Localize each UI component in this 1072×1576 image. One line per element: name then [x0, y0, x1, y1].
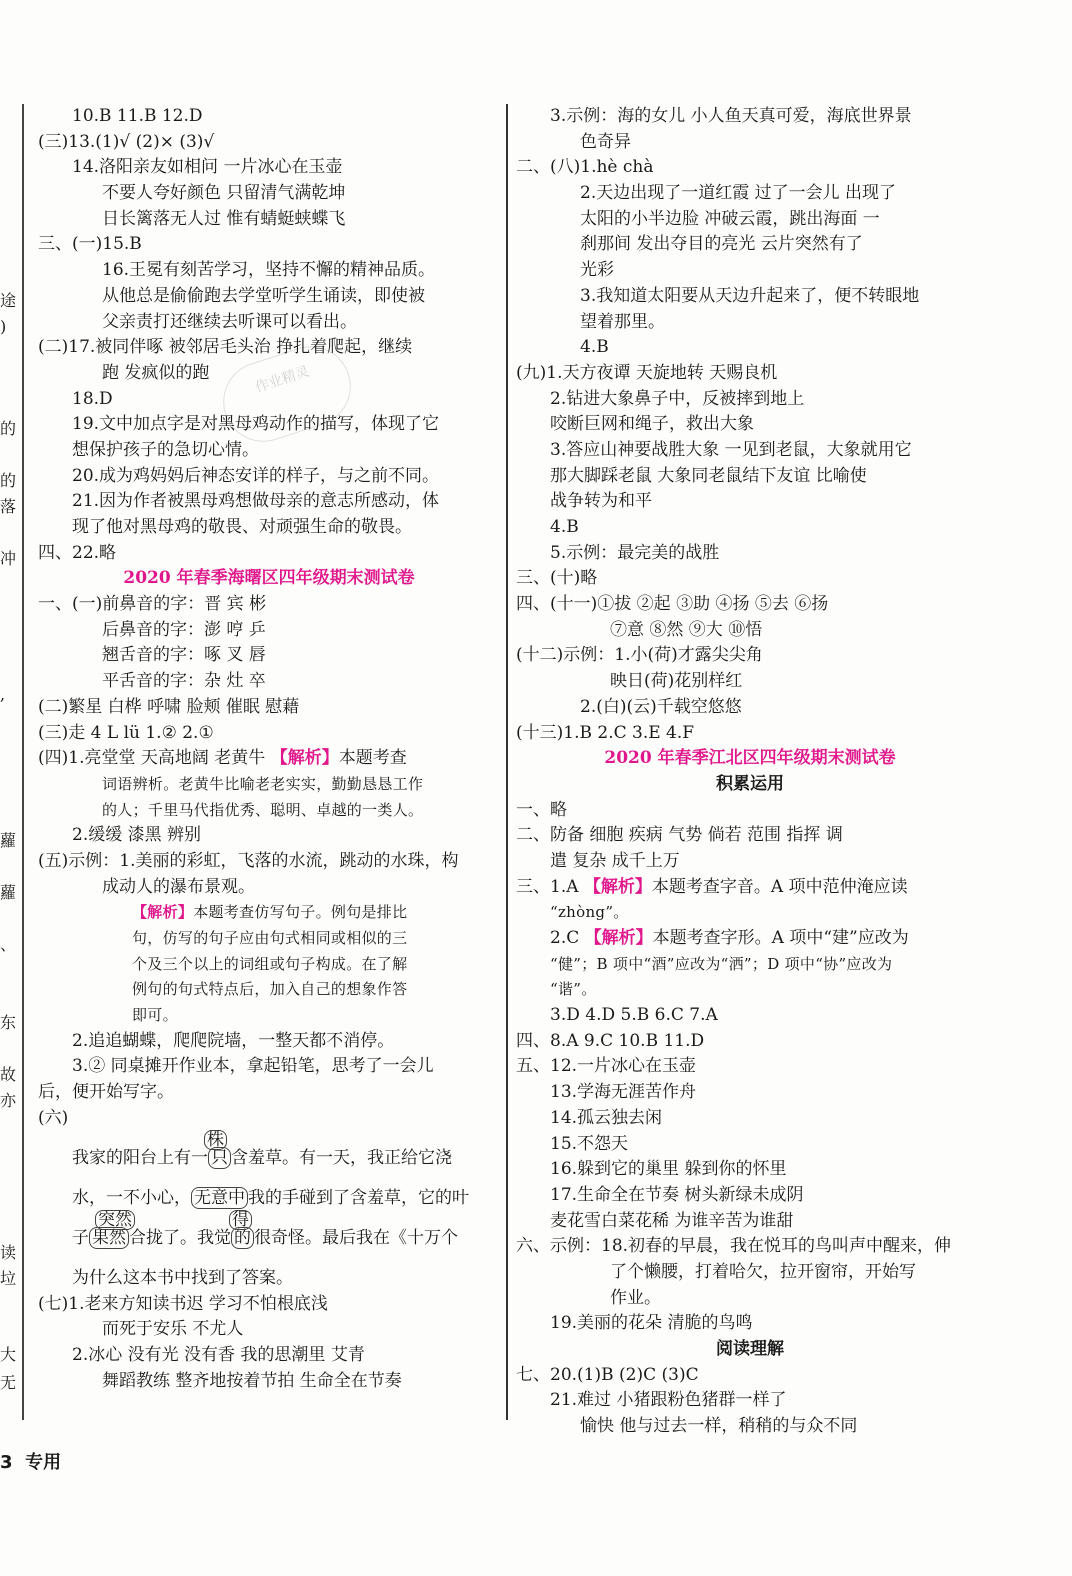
correction-1: 株 只 — [208, 1148, 231, 1168]
right-line: 四、(十一)①拔 ②起 ③助 ④扬 ⑤去 ⑥扬 — [516, 594, 829, 615]
right-line: (十三)1.B 2.C 3.E 4.F — [516, 722, 695, 743]
q5-line5: 个及三个以上的词组或句子构成。在了解 — [132, 954, 408, 973]
left-line: 21.因为作者被黑母鸡想做母亲的意志所感动，体 — [72, 491, 440, 512]
q7-line: 2.冰心 没有光 没有香 我的思潮里 艾青 — [72, 1344, 365, 1365]
correction-3: 突然 果然 — [89, 1228, 129, 1248]
left-line: 想保护孩子的急切心情。 — [72, 439, 259, 460]
jiangbei-b-line: 五、12.一片冰心在玉壶 — [516, 1056, 697, 1077]
jiangbei-c-line: 愉快 他与过去一样，稍稍的与众不同 — [580, 1416, 858, 1437]
q6-line4: 为什么这本书中找到了答案。 — [72, 1267, 293, 1288]
right-line: 2.(白)(云)千载空悠悠 — [580, 696, 742, 717]
analysis-label: 【解析】 — [270, 748, 339, 769]
jiangbei-b-line: 六、示例：18.初春的早晨，我在悦耳的鸟叫声中醒来，伸 — [516, 1236, 952, 1257]
edge-fragment: 亦 — [0, 1091, 17, 1110]
left-line: 从他总是偷偷跑去学堂听学生诵读，即使被 — [102, 285, 425, 306]
footer-label: 专用 — [25, 1452, 62, 1473]
left-line: 10.B 11.B 12.D — [72, 106, 203, 126]
r-q3-line4: “健”；B 项中“酒”应改为“洒”；D 项中“协”应改为 — [550, 954, 893, 973]
right-line: 2.天边出现了一道红霞 过了一会儿 出现了 — [580, 183, 897, 204]
left-line: 19.文中加点字是对黑母鸡动作的描写，体现了它 — [72, 414, 440, 435]
correction-2: 无意中 — [191, 1187, 248, 1209]
haishu-line: (二)繁星 白桦 呼啸 脸颊 催眠 慰藉 — [38, 696, 300, 717]
haishu-line: 一、(一)前鼻音的字：晋 宾 彬 — [38, 594, 267, 615]
jiangbei-b-line: 作业。 — [610, 1287, 661, 1308]
jiangbei-b-line: 麦花雪白菜花稀 为谁辛苦为谁甜 — [550, 1210, 794, 1231]
analysis-label: 【解析】 — [132, 903, 194, 922]
left-line: 14.洛阳亲友如相问 一片冰心在玉壶 — [72, 157, 343, 178]
right-line: (九)1.天方夜谭 天旋地转 天赐良机 — [516, 362, 778, 383]
right-line: 4.B — [550, 517, 579, 537]
jiangbei-part3-lines — [516, 1363, 984, 1440]
jiangbei-a-line: 二、防备 细胞 疾病 气势 倘若 范围 指挥 调 — [516, 825, 843, 846]
q7-line: (七)1.老来方知读书迟 学习不怕根底浅 — [38, 1293, 328, 1314]
jiangbei-b-line: 了个懒腰，打着哈欠，拉开窗帘，开始写 — [610, 1261, 916, 1282]
left-margin-rule — [22, 104, 24, 1420]
edge-fragment: 垃 — [0, 1269, 17, 1288]
jiangbei-part1-lines — [516, 798, 984, 875]
analysis-label: 【解析】 — [583, 876, 652, 897]
edge-fragment: 无 — [0, 1373, 17, 1392]
edge-fragment: 、 — [0, 935, 17, 954]
right-line: 望着那里。 — [580, 311, 665, 332]
left-line: (三)13.(1)√ (2)× (3)√ — [38, 131, 215, 152]
edge-fragment: , — [0, 685, 6, 704]
right-line: 3.答应山神要战胜大象 一见到老鼠，大象就用它 — [550, 439, 912, 460]
jiangbei-b-line: 17.生命全在节奏 树头新绿未成阴 — [550, 1184, 804, 1205]
jiangbei-b-line: 19.美丽的花朵 清脆的鸟鸣 — [550, 1313, 753, 1334]
jiangbei-c-line: 21.难过 小猪跟粉色猪群一样了 — [550, 1390, 787, 1411]
right-line: 5.示例：最完美的战胜 — [550, 542, 720, 563]
q5-line8: 2.追追蝴蝶，爬爬院墙，一整天都不消停。 — [72, 1030, 395, 1051]
edge-fragment: 途 — [0, 291, 17, 310]
edge-fragment: 蘿 — [0, 883, 17, 902]
haishu-line: 翘舌音的字：啄 叉 唇 — [102, 645, 266, 666]
right-line: 色奇异 — [580, 131, 631, 152]
right-line: 2.钻进大象鼻子中，反被摔到地上 — [550, 388, 805, 409]
page-number: 3 — [0, 1452, 13, 1473]
q6-line2: 水，一不小心， 无意中 我的手碰到了含羞草，它的叶 — [72, 1187, 469, 1208]
cropped-margin-fragments — [0, 0, 16, 1500]
left-line: 跑 发疯似的跑 — [102, 362, 210, 383]
edge-fragment: 东 — [0, 1013, 17, 1032]
right-answer-lines — [516, 104, 984, 746]
haishu-line: (三)走 4 L lü 1.② 2.① — [38, 722, 214, 743]
left-line: 20.成为鸡妈妈后神态安详的样子，与之前不同。 — [72, 465, 440, 486]
subtitle-accumulation: 积累运用 — [716, 773, 784, 794]
jiangbei-b-line: 13.学海无涯苦作舟 — [550, 1082, 697, 1103]
left-line: 现了他对黑母鸡的敬畏、对顽强生命的敬畏。 — [72, 517, 412, 537]
haishu-part1-lines — [38, 592, 500, 746]
edge-fragment: 读 — [0, 1243, 17, 1262]
q6-line1: 我家的阳台上有一 株 只 含羞草。有一天，我正给它浇 — [72, 1129, 452, 1168]
q7-lines — [38, 1292, 500, 1395]
jiangbei-b-line: 15.不怨天 — [550, 1133, 629, 1154]
left-line: 四、22.略 — [38, 542, 117, 563]
q4-line3: 的人；千里马代指优秀、聪明、卓越的一类人。 — [102, 800, 424, 819]
right-line: 三、(十)略 — [516, 568, 598, 589]
left-answer-lines — [38, 104, 500, 566]
jiangbei-b-line: 四、8.A 9.C 10.B 11.D — [516, 1030, 705, 1051]
jiangbei-part2-lines — [516, 1003, 984, 1337]
edge-fragment: 冲 — [0, 549, 17, 568]
q7-line: 而死于安乐 不尤人 — [102, 1319, 244, 1340]
edge-fragment: ) — [0, 317, 7, 336]
right-line: 太阳的小半边脸 冲破云霞，跳出海面 一 — [580, 208, 880, 229]
q4-line2: 词语辨析。老黄牛比喻老老实实，勤勤恳恳工作 — [102, 774, 424, 793]
q5-line6: 例句的句式特点后，加入自己的想象作答 — [132, 980, 408, 999]
jiangbei-a-line: 遣 复杂 成千上万 — [550, 850, 680, 871]
q5-line3: 【解析】本题考查仿写句子。例句是排比 — [132, 903, 408, 922]
right-line: 3.我知道太阳要从天边升起来了，便不转眼地 — [580, 285, 920, 306]
right-line: ⑦意 ⑧然 ⑨大 ⑩悟 — [610, 619, 763, 640]
left-line: (二)17.被同伴啄 被邻居毛头治 挣扎着爬起，继续 — [38, 337, 413, 358]
right-line: (十二)示例：1.小(荷)才露尖尖角 — [516, 645, 763, 666]
edge-fragment: 蘿 — [0, 831, 17, 850]
q7-line: 舞蹈教练 整齐地按着节拍 生命全在节奏 — [102, 1370, 402, 1391]
right-line: 3.示例：海的女儿 小人鱼天真可爱，海底世界景 — [550, 106, 912, 126]
jiangbei-b-line: 14.孤云独去闲 — [550, 1107, 663, 1128]
section-title-haishu: 2020 年春季海曙区四年级期末测试卷 — [123, 568, 415, 589]
q4-line4: 2.缓缓 漆黑 辨别 — [72, 825, 202, 846]
page-footer — [0, 1448, 61, 1474]
right-column — [516, 104, 984, 1440]
right-line: 那大脚踩老鼠 大象同老鼠结下友谊 比喻使 — [550, 465, 867, 486]
section-title-jiangbei: 2020 年春季江北区四年级期末测试卷 — [604, 748, 896, 769]
edge-fragment: 故 — [0, 1065, 17, 1084]
haishu-line: 平舌音的字：杂 灶 卒 — [102, 671, 266, 692]
q4-line1: (四)1.亮堂堂 天高地阔 老黄牛 【解析】本题考查 — [38, 748, 407, 769]
edge-fragment: 的 — [0, 419, 17, 438]
right-line: 二、(八)1.hè chà — [516, 157, 654, 178]
right-line: 战争转为和平 — [550, 491, 652, 512]
q5-line9: 3.② 同桌摊开作业本，拿起铅笔，思考了一会儿 — [72, 1056, 434, 1077]
haishu-line: 后鼻音的字：澎 哼 乒 — [102, 619, 266, 640]
left-line: 16.王冕有刻苦学习，坚持不懈的精神品质。 — [102, 260, 436, 281]
r-q3-line3: 2.C 【解析】本题考查字形。A 项中“建”应改为 — [550, 928, 909, 948]
right-line: 光彩 — [580, 260, 614, 281]
jiangbei-c-line: 七、20.(1)B (2)C (3)C — [516, 1364, 699, 1385]
edge-fragment: 的 — [0, 471, 17, 490]
r-q3-line2: “zhòng”。 — [550, 903, 629, 922]
left-line: 三、(一)15.B — [38, 234, 142, 255]
right-line: 咬断巨网和绳子，救出大象 — [550, 414, 754, 435]
q5-line7: 即可。 — [132, 1006, 178, 1025]
edge-fragment: 落 — [0, 497, 17, 516]
q5-line1: (五)示例：1.美丽的彩虹，飞落的水流，跳动的水珠，构 — [38, 850, 459, 871]
q6-line3: 子 突然 果然 合拢了。我觉 得 的 很奇怪。最后我在《十万个 — [72, 1209, 458, 1248]
left-line: 父亲责打还继续去听课可以看出。 — [102, 311, 357, 332]
left-line: 不要人夸好颜色 只留清气满乾坤 — [102, 183, 346, 204]
r-q3-line5: “谐”。 — [550, 980, 597, 999]
q5-line2: 成动人的瀑布景观。 — [102, 876, 255, 897]
right-line: 刹那间 发出夺目的亮光 云片突然有了 — [580, 234, 863, 255]
jiangbei-a-line: 一、略 — [516, 799, 567, 820]
q5-line10: 后，便开始写字。 — [38, 1082, 174, 1103]
q5-line4: 句，仿写的句子应由句式相同或相似的三 — [132, 929, 408, 947]
watermark-text: 作业精灵 — [253, 363, 312, 396]
edge-fragment: 大 — [0, 1345, 17, 1364]
left-line: 日长篱落无人过 惟有蜻蜓蛱蝶飞 — [102, 208, 346, 229]
correction-4: 得 的 — [231, 1228, 254, 1248]
q6-label: (六) — [38, 1107, 69, 1128]
analysis-label: 【解析】 — [584, 928, 653, 948]
subtitle-reading: 阅读理解 — [716, 1339, 784, 1359]
right-line: 4.B — [580, 337, 609, 358]
right-line: 映日(荷)花别样红 — [610, 671, 743, 692]
r-q3-line1: 三、1.A 【解析】本题考查字音。A 项中范仲淹应读 — [516, 876, 908, 897]
jiangbei-b-line: 3.D 4.D 5.B 6.C 7.A — [550, 1005, 718, 1026]
column-divider — [506, 104, 508, 1420]
jiangbei-b-line: 16.躲到它的巢里 躲到你的怀里 — [550, 1159, 787, 1180]
left-column — [38, 104, 500, 1394]
left-line: 18.D — [72, 388, 113, 409]
